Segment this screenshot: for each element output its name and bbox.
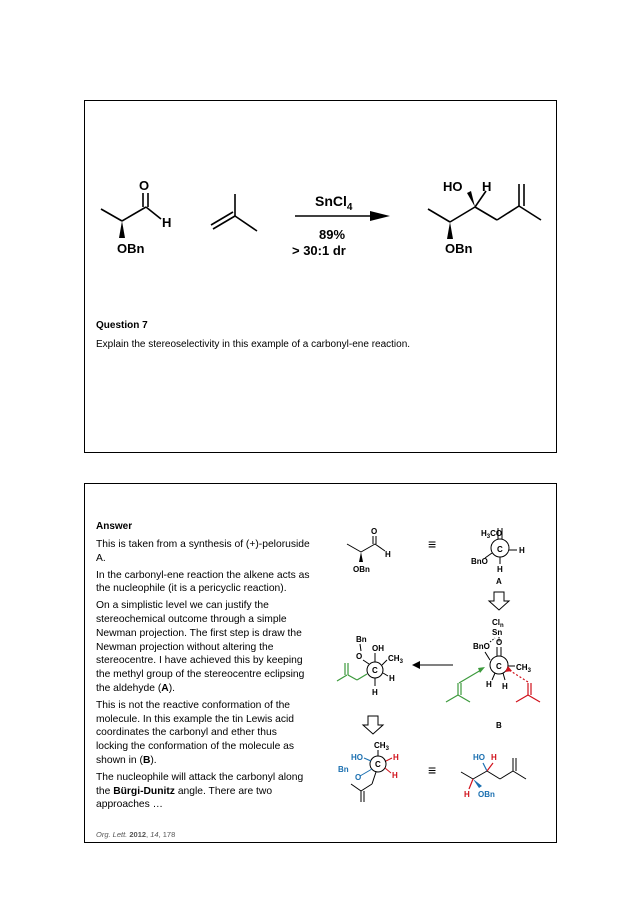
svg-text:H: H [372, 688, 378, 697]
newman-projection-bottom [338, 741, 399, 802]
question-text: Explain the stereoselectivity in this example of a carbonyl-ene reaction. [96, 339, 411, 350]
svg-text:H: H [502, 682, 508, 691]
left-arrow-head [412, 661, 420, 669]
svg-text:C: C [372, 666, 378, 675]
svg-text:BnO: BnO [471, 557, 488, 566]
svg-text:H: H [497, 565, 503, 574]
svg-text:H: H [519, 546, 525, 555]
reference-citation: Org. Lett. 2012, 14, 178 [96, 830, 176, 839]
arrow-head [370, 211, 390, 221]
product-wedge-bond [447, 222, 453, 239]
red-arrow-head [505, 666, 512, 672]
red-alkene [516, 683, 540, 702]
label-b: B [496, 721, 502, 730]
svg-text:O: O [356, 652, 363, 661]
svg-text:HO: HO [351, 753, 363, 762]
o-label: O [371, 527, 378, 536]
svg-text:Bn: Bn [356, 635, 367, 644]
product-h-label: H [482, 179, 492, 194]
newman-projection-middle [337, 635, 404, 697]
svg-text:H: H [393, 753, 399, 762]
equivalence-symbol: ≡ [428, 762, 437, 778]
answer-paragraph: The nucleophile will attack the carbonyl along the Bürgi-Dunitz angle. There are two approaches … [96, 771, 304, 811]
svg-text:H3CO: $H_3CO$ [481, 529, 503, 540]
reagent-label: SnCl$_4$ [315, 193, 353, 213]
svg-text:O: O [496, 638, 503, 647]
down-arrow-icon [489, 592, 509, 610]
label-a: A [496, 577, 502, 586]
product-obn-label: OBn [445, 241, 473, 256]
svg-text:C: C [497, 545, 503, 554]
svg-text:H: H [491, 753, 497, 762]
svg-text:CH3: $CH_3$ [516, 663, 531, 674]
svg-text:OBn: OBn [478, 790, 495, 799]
yield-label: 89% [319, 227, 346, 242]
svg-text:Bn: Bn [338, 765, 349, 774]
answer-title: Answer [96, 521, 133, 532]
oxygen-label: O [139, 178, 150, 193]
svg-text:C: C [375, 760, 381, 769]
svg-text:H: H [392, 771, 398, 780]
answer-paragraph: In the carbonyl-ene reaction the alkene acts as the nucleophile (it is a pericyclic reaction). [96, 569, 310, 595]
small-aldehyde [347, 536, 385, 552]
middle-green-chain [337, 663, 367, 681]
newman-projection-a [471, 528, 525, 586]
obn-label: OBn [353, 565, 370, 574]
question-slide [84, 100, 557, 453]
h-label: H [385, 550, 391, 559]
aldehyde-structure [101, 193, 161, 221]
product-oh-wedge [467, 191, 475, 207]
svg-text:H: H [486, 680, 492, 689]
green-alkene [446, 670, 481, 702]
answer-paragraph: This is taken from a synthesis of (+)-peloruside A. [96, 539, 310, 564]
product-small-structure [461, 753, 526, 799]
isobutylene-structure [211, 194, 257, 231]
svg-text:Sn: Sn [492, 628, 503, 637]
svg-text:BnO: BnO [473, 642, 490, 651]
hydrogen-label: H [162, 215, 172, 230]
svg-text:H: H [389, 674, 395, 683]
svg-text:CH3: $CH_3$ [388, 654, 403, 665]
newman-projection-diagram [85, 484, 556, 842]
carbonyl-ene-reaction-scheme [85, 101, 556, 452]
svg-text:H: H [464, 790, 470, 799]
wedge-bond [119, 221, 125, 238]
small-wedge [359, 552, 363, 562]
svg-text:OH: OH [372, 644, 384, 653]
svg-text:O: O [355, 773, 362, 782]
answer-paragraph: This is not the reactive conformation of the molecule. In this example the tin Lewis acid coordinates the carbonyl and ether thus locking the conformation of the molecule as shown in (B). [96, 699, 295, 766]
newman-projection-b [446, 618, 540, 730]
equivalence-symbol: ≡ [428, 536, 437, 552]
green-arrow-head [478, 667, 485, 673]
dr-label: > 30:1 dr [292, 243, 346, 258]
down-arrow-icon [363, 716, 383, 734]
svg-text:Cln: $Cl_n$ [492, 618, 504, 629]
answer-slide [84, 483, 557, 843]
svg-text:HO: HO [473, 753, 485, 762]
obn-label: OBn [117, 241, 145, 256]
svg-text:CH3: $CH_3$ [374, 741, 389, 752]
product-ho-label: HO [443, 179, 463, 194]
svg-text:C: C [496, 662, 502, 671]
question-title: Question 7 [96, 320, 148, 331]
answer-paragraph: On a simplistic level we can justify the stereochemical outcome through a simple Newman projection. The first step is draw the Newman projection without altering the stereocentre. I have achieved this by keeping the methyl group of the stereocentre eclipsing the aldehyde (A). [96, 600, 305, 694]
